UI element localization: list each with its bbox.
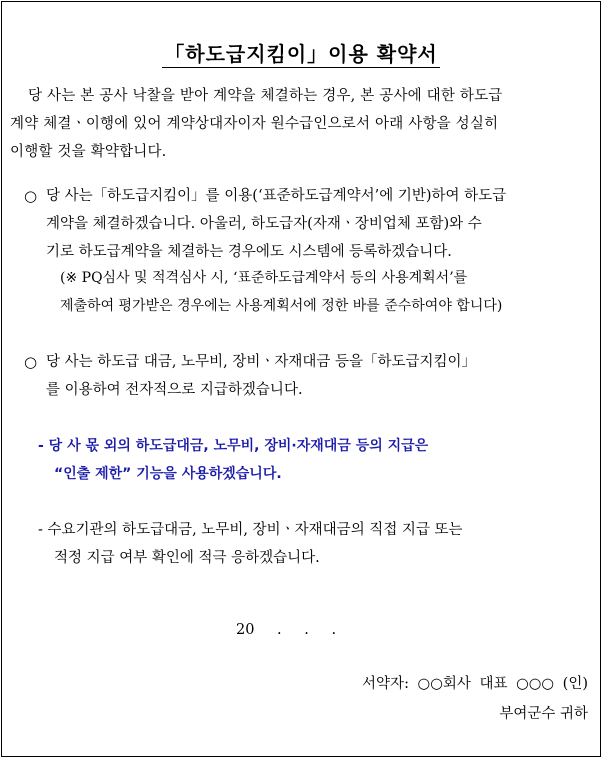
dash-item-direct-payment	[38, 516, 590, 572]
intro-line: 당 사는 본 공사 낙찰을 받아 계약을 체결하는 경우, 본 공사에 대한 하도급	[28, 88, 503, 104]
document-title	[2, 38, 600, 67]
intro-paragraph	[10, 82, 590, 166]
bullet-line: 계약을 체결하겠습니다. 아울러, 하도급자(자재ㆍ장비업체 포함)와 수	[46, 216, 482, 232]
title-text: 「하도급지킴이」이용 확약서	[164, 42, 438, 66]
date-field: 20 . . .	[236, 622, 337, 638]
note-line: (※ PQ심사 및 적격심사 시, ‘표준하도급계약서 등의 사용계획서’를	[60, 270, 468, 286]
note-line: 제출하여 평가받은 경우에는 사용계획서에 정한 바를 준수하여야 합니다)	[60, 298, 503, 314]
bullet-circle-icon: ○	[24, 353, 38, 371]
signer-line: 서약자: ○○회사 대표 ○○○ (인)	[362, 676, 588, 692]
bullet-line: 를 이용하여 전자적으로 지급하겠습니다.	[46, 382, 303, 398]
bullet-line: 당 사는 하도급 대금, 노무비, 장비ㆍ자재대금 등을「하도급지킴이」	[46, 354, 477, 370]
bullet-circle-icon: ○	[24, 187, 38, 205]
dash-line: 적정 지급 여부 확인에 적극 응하겠습니다.	[54, 550, 320, 566]
bullet-item-contract	[24, 182, 604, 266]
recipient-line: 부여군수 귀하	[499, 706, 588, 722]
bullet-line: 기로 하도급계약을 체결하는 경우에도 시스템에 등록하겠습니다.	[46, 244, 452, 260]
emphasis-line: “인출 제한” 기능을 사용하겠습니다.	[54, 466, 282, 482]
document-page	[1, 1, 601, 757]
emphasis-item	[38, 432, 590, 488]
dash-line: - 수요기관의 하도급대금, 노무비, 장비ㆍ자재대금의 직접 지급 또는	[38, 522, 463, 538]
emphasis-line: - 당 사 몫 외의 하도급대금, 노무비, 장비·자재대금 등의 지급은	[38, 438, 429, 454]
bullet-line: 당 사는「하도급지킴이」를 이용(‘표준하도급계약서’에 기반)하여 하도급	[46, 188, 507, 204]
intro-line: 계약 체결ㆍ이행에 있어 계약상대자이자 원수급인으로서 아래 사항을 성실히	[10, 116, 499, 132]
note-block	[60, 264, 588, 320]
bullet-item-payment	[24, 348, 604, 404]
intro-line: 이행할 것을 확약합니다.	[10, 144, 167, 160]
